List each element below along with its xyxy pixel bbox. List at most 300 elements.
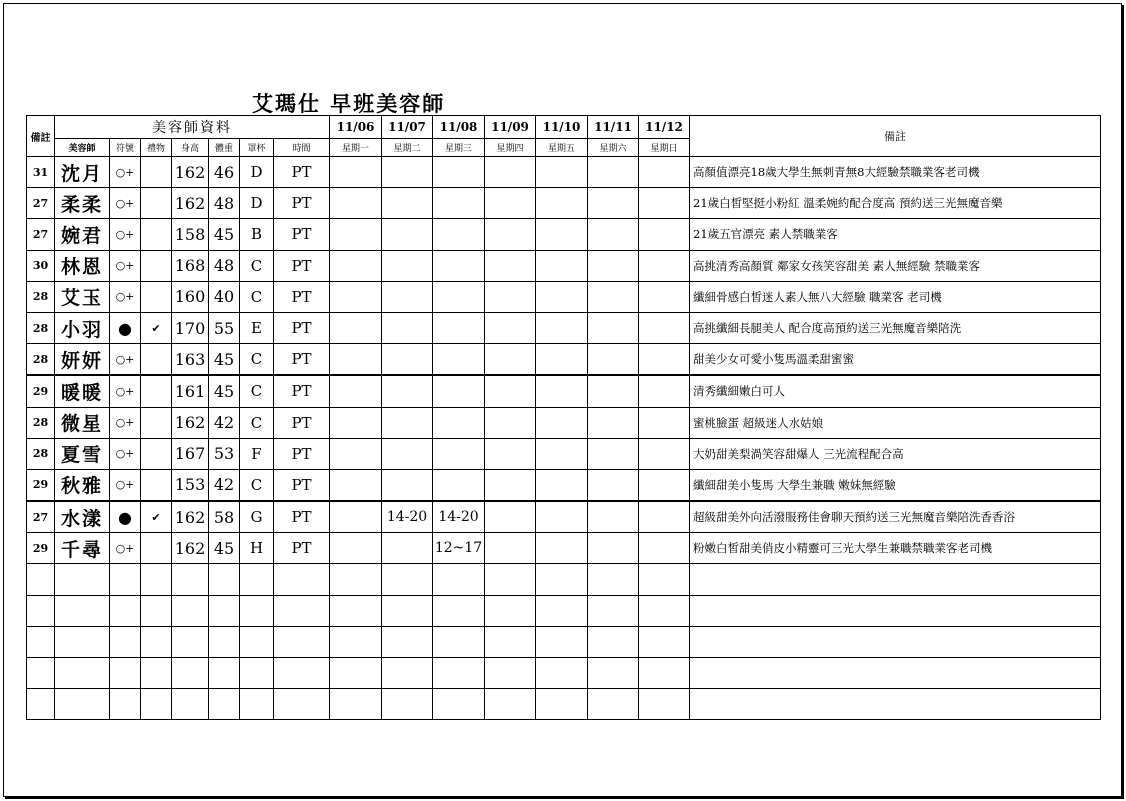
gift-cell <box>141 281 172 312</box>
weight-cell: 45 <box>209 533 240 564</box>
height-cell: 162 <box>172 188 209 219</box>
date-header: 11/07 <box>382 116 433 139</box>
schedule-cell <box>536 407 588 438</box>
empty-cell <box>382 689 433 720</box>
column-header-cup: 罩杯 <box>240 139 274 157</box>
height-cell: 168 <box>172 250 209 281</box>
empty-cell <box>690 595 1101 626</box>
table-row <box>27 157 1101 188</box>
empty-cell <box>690 626 1101 657</box>
name-cell: 夏雪 <box>55 438 110 469</box>
gift-cell <box>141 407 172 438</box>
empty-cell <box>110 689 141 720</box>
schedule-cell <box>588 407 639 438</box>
empty-cell <box>639 626 690 657</box>
schedule-cell <box>536 438 588 469</box>
schedule-cell: 14-20 <box>433 501 485 533</box>
time-cell: PT <box>274 344 330 376</box>
table-row <box>27 501 1101 533</box>
height-cell: 153 <box>172 469 209 501</box>
schedule-cell <box>588 344 639 376</box>
weight-cell: 45 <box>209 344 240 376</box>
empty-cell <box>274 689 330 720</box>
schedule-cell <box>433 407 485 438</box>
schedule-cell <box>330 344 382 376</box>
profile-group-header: 美容師資料 <box>55 116 330 139</box>
schedule-cell: 12~17 <box>433 533 485 564</box>
empty-cell <box>27 595 55 626</box>
schedule-cell <box>588 281 639 312</box>
schedule-cell <box>639 188 690 219</box>
empty-cell <box>433 689 485 720</box>
schedule-cell <box>485 157 536 188</box>
empty-cell <box>330 564 382 595</box>
empty-cell <box>433 564 485 595</box>
empty-cell <box>639 564 690 595</box>
empty-cell <box>433 595 485 626</box>
empty-cell <box>382 658 433 689</box>
table-row <box>27 188 1101 219</box>
gift-cell <box>141 533 172 564</box>
weight-cell: 48 <box>209 250 240 281</box>
symbol-cell: ○+ <box>110 219 141 250</box>
empty-cell <box>382 564 433 595</box>
empty-cell <box>141 564 172 595</box>
schedule-cell <box>382 375 433 407</box>
cup-cell: E <box>240 312 274 343</box>
table-row <box>27 281 1101 312</box>
note-cell: 甜美少女可愛小隻馬溫柔甜蜜蜜 <box>690 344 1101 376</box>
symbol-cell: ○+ <box>110 157 141 188</box>
schedule-cell <box>639 469 690 501</box>
schedule-cell <box>536 157 588 188</box>
name-cell: 水漾 <box>55 501 110 533</box>
gift-cell <box>141 157 172 188</box>
schedule-cell <box>588 375 639 407</box>
empty-cell <box>141 595 172 626</box>
name-cell: 婉君 <box>55 219 110 250</box>
height-cell: 163 <box>172 344 209 376</box>
schedule-cell <box>485 250 536 281</box>
schedule-cell <box>433 250 485 281</box>
note-cell: 大奶甜美梨渦笑容甜爆人 三光流程配合高 <box>690 438 1101 469</box>
schedule-cell <box>588 312 639 343</box>
empty-cell <box>536 689 588 720</box>
schedule-cell <box>330 312 382 343</box>
table-row <box>27 250 1101 281</box>
schedule-cell <box>588 219 639 250</box>
gift-cell <box>141 250 172 281</box>
time-cell: PT <box>274 438 330 469</box>
name-cell: 暖暖 <box>55 375 110 407</box>
empty-row <box>27 595 1101 626</box>
weight-cell: 46 <box>209 157 240 188</box>
gift-cell <box>141 469 172 501</box>
date-header: 11/06 <box>330 116 382 139</box>
weight-cell: 42 <box>209 407 240 438</box>
name-cell: 妍妍 <box>55 344 110 376</box>
empty-cell <box>330 626 382 657</box>
name-cell: 秋雅 <box>55 469 110 501</box>
schedule-cell <box>382 157 433 188</box>
gift-cell: ✔ <box>141 501 172 533</box>
empty-cell <box>172 626 209 657</box>
height-cell: 158 <box>172 219 209 250</box>
time-cell: PT <box>274 188 330 219</box>
time-cell: PT <box>274 407 330 438</box>
time-cell: PT <box>274 219 330 250</box>
weight-cell: 45 <box>209 219 240 250</box>
height-cell: 162 <box>172 501 209 533</box>
cup-cell: C <box>240 375 274 407</box>
symbol-cell: ○+ <box>110 407 141 438</box>
schedule-cell <box>485 501 536 533</box>
time-cell: PT <box>274 281 330 312</box>
column-header-gift: 禮物 <box>141 139 172 157</box>
schedule-cell <box>330 219 382 250</box>
date-header: 11/12 <box>639 116 690 139</box>
table-row <box>27 469 1101 501</box>
empty-cell <box>209 564 240 595</box>
empty-cell <box>274 626 330 657</box>
schedule-cell <box>639 312 690 343</box>
schedule-cell <box>485 219 536 250</box>
schedule-cell <box>536 375 588 407</box>
age-cell: 29 <box>27 533 55 564</box>
symbol-cell: ○+ <box>110 344 141 376</box>
schedule-cell <box>382 344 433 376</box>
empty-cell <box>588 658 639 689</box>
note-cell: 21歲五官漂亮 素人禁職業客 <box>690 219 1101 250</box>
weight-cell: 45 <box>209 375 240 407</box>
page-title: 艾瑪仕 早班美容師 <box>252 91 446 116</box>
symbol-cell: ○+ <box>110 375 141 407</box>
weight-cell: 48 <box>209 188 240 219</box>
schedule-cell <box>485 188 536 219</box>
time-cell: PT <box>274 469 330 501</box>
weight-cell: 42 <box>209 469 240 501</box>
gift-cell <box>141 219 172 250</box>
schedule-cell <box>382 407 433 438</box>
schedule-cell <box>639 281 690 312</box>
schedule-cell <box>639 438 690 469</box>
schedule-cell <box>433 188 485 219</box>
schedule-cell <box>588 157 639 188</box>
empty-cell <box>485 626 536 657</box>
name-cell: 艾玉 <box>55 281 110 312</box>
table-row <box>27 312 1101 343</box>
empty-cell <box>55 595 110 626</box>
empty-cell <box>240 564 274 595</box>
age-cell: 29 <box>27 375 55 407</box>
empty-cell <box>536 595 588 626</box>
weekday-header: 星期四 <box>485 139 536 157</box>
note-cell: 纖細骨感白皙迷人素人無八大經驗 職業客 老司機 <box>690 281 1101 312</box>
symbol-cell: ● <box>110 312 141 343</box>
schedule-cell <box>639 250 690 281</box>
name-cell: 林恩 <box>55 250 110 281</box>
empty-cell <box>690 564 1101 595</box>
empty-cell <box>485 689 536 720</box>
schedule-cell <box>485 344 536 376</box>
empty-cell <box>27 564 55 595</box>
symbol-cell: ○+ <box>110 438 141 469</box>
empty-cell <box>209 595 240 626</box>
time-cell: PT <box>274 501 330 533</box>
empty-cell <box>27 658 55 689</box>
age-cell: 30 <box>27 250 55 281</box>
gift-cell <box>141 188 172 219</box>
weekday-header: 星期五 <box>536 139 588 157</box>
height-cell: 160 <box>172 281 209 312</box>
schedule-cell <box>485 407 536 438</box>
schedule-cell <box>433 281 485 312</box>
empty-cell <box>588 564 639 595</box>
weekday-header: 星期日 <box>639 139 690 157</box>
schedule-cell <box>433 219 485 250</box>
empty-cell <box>55 564 110 595</box>
cup-cell: C <box>240 344 274 376</box>
cup-cell: C <box>240 407 274 438</box>
schedule-cell <box>588 469 639 501</box>
empty-cell <box>690 658 1101 689</box>
schedule-table <box>26 115 1101 720</box>
schedule-cell <box>330 250 382 281</box>
note-cell: 高挑纖細長腿美人 配合度高預約送三光無魔音樂陪洗 <box>690 312 1101 343</box>
empty-cell <box>588 689 639 720</box>
name-cell: 微星 <box>55 407 110 438</box>
note-cell: 高挑清秀高顏質 鄰家女孩笑容甜美 素人無經驗 禁職業客 <box>690 250 1101 281</box>
weight-cell: 53 <box>209 438 240 469</box>
table-row <box>27 407 1101 438</box>
name-cell: 小羽 <box>55 312 110 343</box>
schedule-cell <box>382 250 433 281</box>
schedule-cell <box>485 281 536 312</box>
empty-cell <box>55 626 110 657</box>
weight-cell: 40 <box>209 281 240 312</box>
empty-cell <box>110 564 141 595</box>
empty-cell <box>330 658 382 689</box>
empty-row <box>27 658 1101 689</box>
empty-cell <box>27 626 55 657</box>
time-cell: PT <box>274 312 330 343</box>
time-cell: PT <box>274 533 330 564</box>
note-cell: 粉嫩白皙甜美俏皮小精靈可三光大學生兼職禁職業客老司機 <box>690 533 1101 564</box>
schedule-cell <box>433 469 485 501</box>
symbol-cell: ○+ <box>110 281 141 312</box>
empty-row <box>27 689 1101 720</box>
note-cell: 纖細甜美小隻馬 大學生兼職 嫩妹無經驗 <box>690 469 1101 501</box>
empty-cell <box>382 595 433 626</box>
empty-cell <box>141 658 172 689</box>
schedule-cell <box>588 533 639 564</box>
empty-cell <box>274 595 330 626</box>
schedule-cell <box>330 157 382 188</box>
empty-cell <box>382 626 433 657</box>
empty-cell <box>274 564 330 595</box>
column-header-symbol: 符號 <box>110 139 141 157</box>
name-cell: 柔柔 <box>55 188 110 219</box>
schedule-cell <box>639 344 690 376</box>
symbol-cell: ○+ <box>110 188 141 219</box>
schedule-cell <box>330 407 382 438</box>
empty-row <box>27 626 1101 657</box>
schedule-cell <box>639 157 690 188</box>
note-cell: 超級甜美外向活潑服務佳會聊天預約送三光無魔音樂陪洗香香浴 <box>690 501 1101 533</box>
empty-cell <box>141 626 172 657</box>
schedule-cell <box>433 344 485 376</box>
empty-cell <box>588 595 639 626</box>
cup-cell: C <box>240 281 274 312</box>
note-cell: 清秀纖細嫩白可人 <box>690 375 1101 407</box>
age-cell: 27 <box>27 219 55 250</box>
schedule-cell <box>330 375 382 407</box>
schedule-cell <box>382 469 433 501</box>
age-cell: 28 <box>27 281 55 312</box>
age-cell: 29 <box>27 469 55 501</box>
schedule-cell <box>330 281 382 312</box>
gift-cell <box>141 375 172 407</box>
height-cell: 170 <box>172 312 209 343</box>
schedule-cell <box>536 219 588 250</box>
schedule-cell <box>639 533 690 564</box>
gift-cell <box>141 438 172 469</box>
note-cell: 21歲白皙堅挺小粉紅 溫柔婉約配合度高 預約送三光無魔音樂 <box>690 188 1101 219</box>
cup-cell: G <box>240 501 274 533</box>
schedule-cell <box>382 533 433 564</box>
empty-cell <box>240 658 274 689</box>
schedule-cell <box>588 501 639 533</box>
table-row <box>27 344 1101 376</box>
schedule-cell <box>485 312 536 343</box>
empty-cell <box>209 689 240 720</box>
table-row <box>27 533 1101 564</box>
schedule-cell <box>485 375 536 407</box>
name-cell: 沈月 <box>55 157 110 188</box>
empty-cell <box>240 595 274 626</box>
schedule-cell <box>433 157 485 188</box>
empty-cell <box>55 658 110 689</box>
schedule-cell <box>588 438 639 469</box>
height-cell: 162 <box>172 157 209 188</box>
cup-cell: C <box>240 469 274 501</box>
empty-cell <box>274 658 330 689</box>
schedule-cell <box>536 281 588 312</box>
cup-cell: D <box>240 157 274 188</box>
schedule-cell <box>588 250 639 281</box>
empty-cell <box>110 595 141 626</box>
schedule-cell <box>536 312 588 343</box>
column-header-name: 美容師 <box>55 139 110 157</box>
empty-cell <box>209 658 240 689</box>
height-cell: 161 <box>172 375 209 407</box>
cup-cell: H <box>240 533 274 564</box>
empty-cell <box>588 626 639 657</box>
schedule-cell <box>536 533 588 564</box>
schedule-cell <box>485 438 536 469</box>
weekday-header: 星期三 <box>433 139 485 157</box>
schedule-cell <box>330 188 382 219</box>
empty-cell <box>639 595 690 626</box>
empty-cell <box>690 689 1101 720</box>
empty-cell <box>536 564 588 595</box>
empty-row <box>27 564 1101 595</box>
gift-cell: ✔ <box>141 312 172 343</box>
age-cell: 28 <box>27 407 55 438</box>
table-row <box>27 219 1101 250</box>
empty-cell <box>55 689 110 720</box>
weight-cell: 58 <box>209 501 240 533</box>
empty-cell <box>485 595 536 626</box>
date-header: 11/10 <box>536 116 588 139</box>
schedule-cell <box>382 312 433 343</box>
date-header: 11/11 <box>588 116 639 139</box>
empty-cell <box>172 689 209 720</box>
empty-cell <box>536 626 588 657</box>
symbol-cell: ● <box>110 501 141 533</box>
symbol-cell: ○+ <box>110 250 141 281</box>
schedule-cell <box>639 375 690 407</box>
age-cell: 27 <box>27 188 55 219</box>
schedule-cell <box>536 188 588 219</box>
time-cell: PT <box>274 375 330 407</box>
schedule-cell <box>588 188 639 219</box>
schedule-cell <box>330 501 382 533</box>
empty-cell <box>536 658 588 689</box>
empty-cell <box>172 595 209 626</box>
left-remark-header: 備註 <box>27 116 55 157</box>
age-cell: 27 <box>27 501 55 533</box>
schedule-cell <box>485 533 536 564</box>
age-cell: 31 <box>27 157 55 188</box>
note-cell: 蜜桃臉蛋 超級迷人水姑娘 <box>690 407 1101 438</box>
symbol-cell: ○+ <box>110 469 141 501</box>
empty-cell <box>110 658 141 689</box>
empty-cell <box>330 595 382 626</box>
empty-cell <box>240 689 274 720</box>
cup-cell: F <box>240 438 274 469</box>
schedule-cell: 14-20 <box>382 501 433 533</box>
column-header-time: 時間 <box>274 139 330 157</box>
schedule-cell <box>433 375 485 407</box>
time-cell: PT <box>274 157 330 188</box>
date-header: 11/09 <box>485 116 536 139</box>
schedule-cell <box>639 219 690 250</box>
age-cell: 28 <box>27 344 55 376</box>
schedule-cell <box>382 281 433 312</box>
time-cell: PT <box>274 250 330 281</box>
empty-cell <box>639 658 690 689</box>
note-cell: 高顏值漂亮18歲大學生無刺青無8大經驗禁職業客老司機 <box>690 157 1101 188</box>
height-cell: 167 <box>172 438 209 469</box>
empty-cell <box>330 689 382 720</box>
column-header-height: 身高 <box>172 139 209 157</box>
cup-cell: D <box>240 188 274 219</box>
empty-cell <box>172 658 209 689</box>
weight-cell: 55 <box>209 312 240 343</box>
schedule-cell <box>330 533 382 564</box>
height-cell: 162 <box>172 533 209 564</box>
empty-cell <box>141 689 172 720</box>
empty-cell <box>172 564 209 595</box>
weekday-header: 星期一 <box>330 139 382 157</box>
empty-cell <box>209 626 240 657</box>
name-cell: 千尋 <box>55 533 110 564</box>
empty-cell <box>27 689 55 720</box>
schedule-cell <box>433 438 485 469</box>
empty-cell <box>485 564 536 595</box>
cup-cell: B <box>240 219 274 250</box>
